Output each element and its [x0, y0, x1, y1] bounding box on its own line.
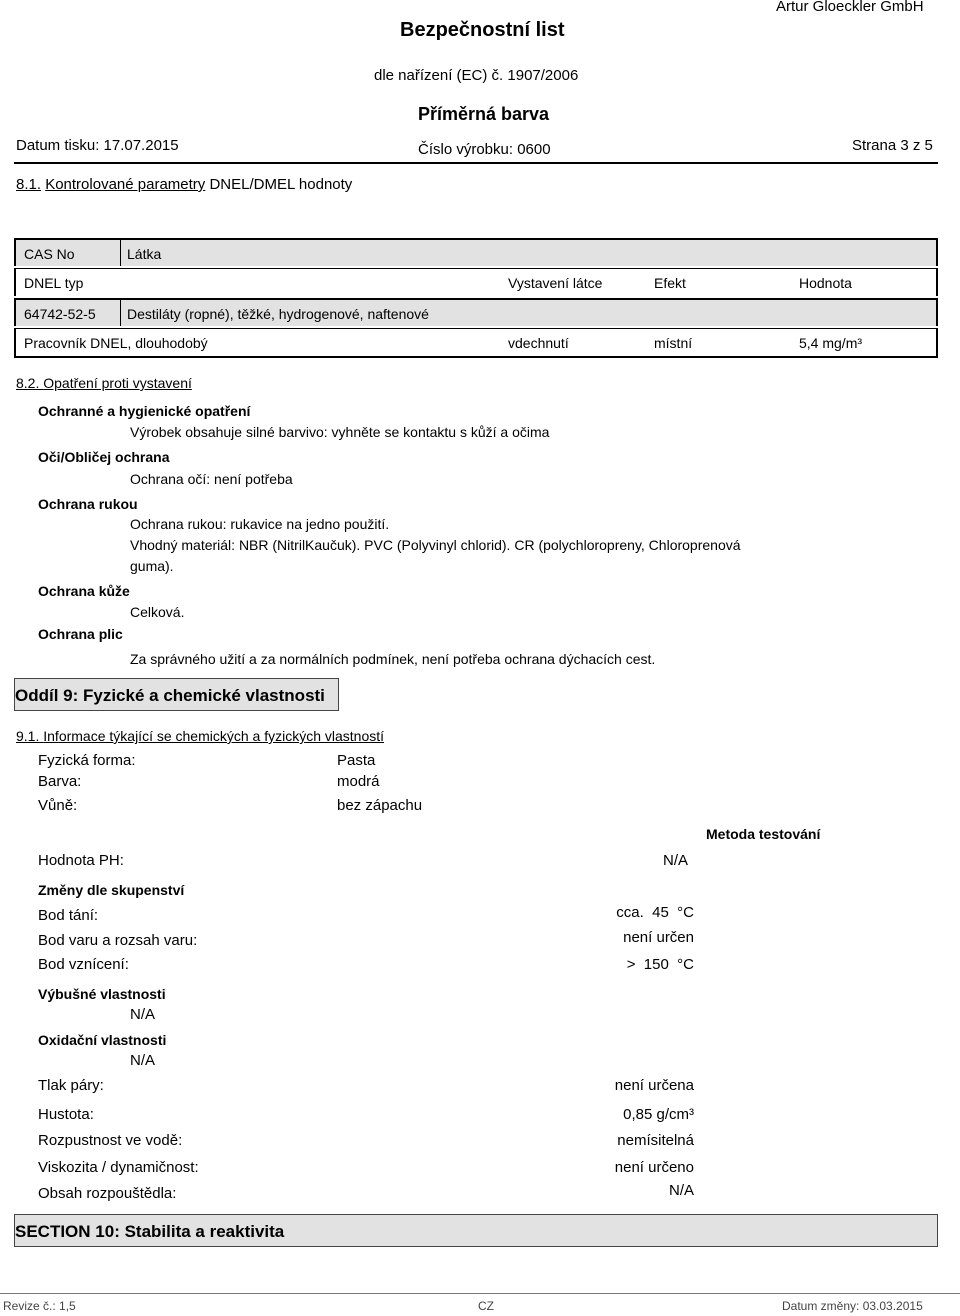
dnel-value-row — [14, 328, 938, 358]
section-10-title: SECTION 10: Stabilita a reaktivita — [15, 1222, 285, 1241]
table-column-divider — [120, 300, 121, 326]
revision-number: Revize č.: 1,5 — [3, 1299, 76, 1313]
hand-protection-text-1: Ochrana rukou: rukavice na jedno použití. — [130, 516, 390, 532]
density-value: 0,85 g/cm³ — [623, 1106, 694, 1123]
solvent-content-value: N/A — [668, 1182, 694, 1199]
water-solubility-label: Rozpustnost ve vodě: — [38, 1132, 183, 1149]
change-date: Datum změny: 03.03.2015 — [782, 1299, 923, 1313]
row-cas-no: 64742-52-5 — [24, 306, 96, 322]
section-8-1-number: 8.1. — [16, 176, 42, 193]
section-8-2-number: 8.2. — [16, 375, 44, 391]
hand-protection-text-3: guma). — [130, 558, 174, 574]
physical-form-label: Fyzická forma: — [38, 752, 136, 769]
section-9-1-heading — [16, 728, 384, 744]
section-8-1-title-underlined: Kontrolované parametry — [45, 176, 206, 193]
physical-form-value: Pasta — [337, 752, 376, 769]
header-dnel-type: DNEL typ — [24, 275, 84, 291]
color-value: modrá — [337, 773, 380, 790]
row-substance-name: Destiláty (ropné), těžké, hydrogenové, naftenové — [127, 306, 429, 322]
header-exposure: Vystavení látce — [508, 275, 603, 291]
dnel-header-row-1 — [14, 238, 938, 266]
section-9-1-title: Informace týkající se chemických a fyzických vlastností — [43, 728, 385, 744]
page-number: Strana 3 z 5 — [852, 137, 933, 154]
eye-protection-text: Ochrana očí: není potřeba — [130, 471, 293, 487]
language-code: CZ — [478, 1299, 494, 1313]
boiling-point-value: není určen — [623, 929, 694, 946]
viscosity-value: není určeno — [614, 1159, 694, 1176]
respiratory-protection-label: Ochrana plic — [38, 626, 123, 642]
solvent-content-label: Obsah rozpouštědla: — [38, 1185, 177, 1202]
hand-protection-label: Ochrana rukou — [38, 496, 138, 512]
water-solubility-value: nemísitelná — [617, 1132, 694, 1149]
product-number: Číslo výrobku: 0600 — [418, 141, 551, 158]
section-9-title: Oddíl 9: Fyzické a chemické vlastnosti — [15, 686, 325, 705]
row-exposure: vdechnutí — [508, 335, 569, 351]
regulation-text: dle nařízení (EC) č. 1907/2006 — [374, 67, 579, 84]
oxidizing-properties-value: N/A — [130, 1052, 156, 1069]
section-9-1-number: 9.1. — [16, 728, 44, 744]
oxidizing-properties-heading: Oxidační vlastnosti — [38, 1032, 167, 1048]
dnel-header-row-2 — [14, 268, 938, 296]
melting-point-label: Bod tání: — [38, 907, 99, 924]
dnel-substance-row — [14, 298, 938, 326]
section-10-bar — [14, 1214, 938, 1247]
vapor-pressure-label: Tlak páry: — [38, 1077, 104, 1094]
table-column-divider — [120, 240, 121, 266]
explosive-properties-value: N/A — [130, 1006, 156, 1023]
odor-label: Vůně: — [38, 797, 78, 814]
row-effect: místní — [654, 335, 693, 351]
skin-protection-label: Ochrana kůže — [38, 583, 130, 599]
hygiene-label: Ochranné a hygienické opatření — [38, 403, 251, 419]
flash-point-label: Bod vznícení: — [38, 956, 129, 973]
header-rule — [14, 162, 938, 164]
document-title: Bezpečnostní list — [400, 19, 565, 41]
state-changes-heading: Změny dle skupenství — [38, 882, 185, 898]
ph-label: Hodnota PH: — [38, 852, 124, 869]
ph-value: N/A — [663, 852, 689, 869]
odor-value: bez zápachu — [337, 797, 423, 814]
section-8-2-heading — [16, 375, 192, 391]
explosive-properties-heading: Výbušné vlastnosti — [38, 986, 166, 1002]
eye-protection-label: Oči/Obličej ochrana — [38, 449, 170, 465]
boiling-point-label: Bod varu a rozsah varu: — [38, 932, 198, 949]
section-9-bar — [14, 678, 339, 711]
section-8-2-title: Opatření proti vystavení — [43, 375, 192, 391]
color-label: Barva: — [38, 773, 82, 790]
hygiene-text: Výrobek obsahuje silné barvivo: vyhněte se kontaktu s kůží a očima — [130, 424, 550, 440]
print-date: Datum tisku: 17.07.2015 — [16, 137, 179, 154]
flash-point-value: > 150 °C — [626, 956, 694, 973]
hand-protection-text-2: Vhodný materiál: NBR (NitrilKaučuk). PVC (Polyvinyl chlorid). CR (polychloropreny, Chloroprenová — [130, 537, 741, 553]
melting-point-value: cca. 45 °C — [616, 904, 694, 921]
product-name: Příměrná barva — [418, 104, 550, 124]
viscosity-label: Viskozita / dynamičnost: — [38, 1159, 199, 1176]
respiratory-protection-text: Za správného užití a za normálních podmínek, není potřeba ochrana dýchacích cest. — [130, 651, 656, 667]
header-effect: Efekt — [654, 275, 686, 291]
density-label: Hustota: — [38, 1106, 94, 1123]
section-8-1-heading — [16, 176, 352, 193]
vapor-pressure-value: není určena — [614, 1077, 694, 1094]
row-dnel-type: Pracovník DNEL, dlouhodobý — [24, 335, 208, 351]
header-cas-no: CAS No — [24, 246, 75, 262]
test-method-header: Metoda testování — [706, 826, 821, 842]
header-value: Hodnota — [799, 275, 852, 291]
skin-protection-text: Celková. — [130, 604, 185, 620]
footer-rule — [0, 1293, 960, 1294]
header-substance: Látka — [127, 246, 162, 262]
row-value: 5,4 mg/m³ — [799, 335, 863, 351]
company-name: Artur Gloeckler GmbH — [776, 0, 924, 15]
section-8-1-title-rest: DNEL/DMEL hodnoty — [205, 176, 353, 193]
